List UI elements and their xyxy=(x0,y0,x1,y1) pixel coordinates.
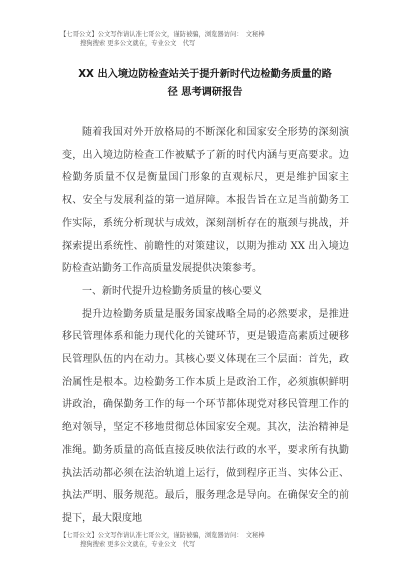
banner-line: 搜狗搜索 更多公文就在，专业公文 代写 xyxy=(80,541,196,548)
banner-line: 搜狗搜索 更多公文就在，专业公文 代写 xyxy=(80,40,196,47)
banner-line: 【七哥公文】公文写作请认准七哥公文，谨防被骗，浏览器访问： 文秘棒 xyxy=(60,31,265,38)
paragraph: 提升边检勤务质量是服务国家战略全局的必然要求，是推进移民管理体系和能力现代化的关键环节，更是锻造高素质过硬移民管理队伍的内在动力。其核心要义体现在三个层面：首先，政治属性是根本。边检勤务工作本质上是政治工作，必须旗帜鲜明讲政治，确保勤务工作的每一个环节都体现党对移民管理工作的绝对领导，坚定不移地贯彻总体国家安全观。其次，法治精神是准绳。勤务质量的高低直接反映依法行政的水平，要求所有执勤执法活动都必须在法治轨道上运行，做到程序正当、实体公正、执法严明、服务规范。最后，服务理念是导向。在确保安全的前提下，最大限度地 xyxy=(62,308,349,524)
document-title xyxy=(60,66,350,102)
section-heading: 一、新时代提升边检勤务质量的核心要义 xyxy=(82,285,262,297)
paragraph: 随着我国对外开放格局的不断深化和国家安全形势的深刻演变，出入境边防检查工作被赋予了新的时代内涵与更高要求。边检勤务质量不仅是衡量国门形象的直观标尺，更是维护国家主权、安全与发展利益的第一道屏障。本报告旨在立足当前勤务工作实际，系统分析现状与成效，深刻剖析存在的瓶颈与挑战，并探索提出系统性、前瞻性的对策建议，以期为推动 XX 出入境边防检查站勤务工作高质量发展提供决策参考。 xyxy=(62,127,349,275)
document-body xyxy=(62,122,349,531)
bottom-watermark-banner xyxy=(60,531,370,549)
title-line: 径 思考调研报告 xyxy=(167,87,243,98)
banner-line: 【七哥公文】公文写作请认准七哥公文，谨防被骗，浏览器访问： 文秘棒 xyxy=(60,532,265,539)
top-watermark-banner xyxy=(60,30,370,48)
title-line: XX 出入境边防检查站关于提升新时代边检勤务质量的路 xyxy=(78,69,332,80)
